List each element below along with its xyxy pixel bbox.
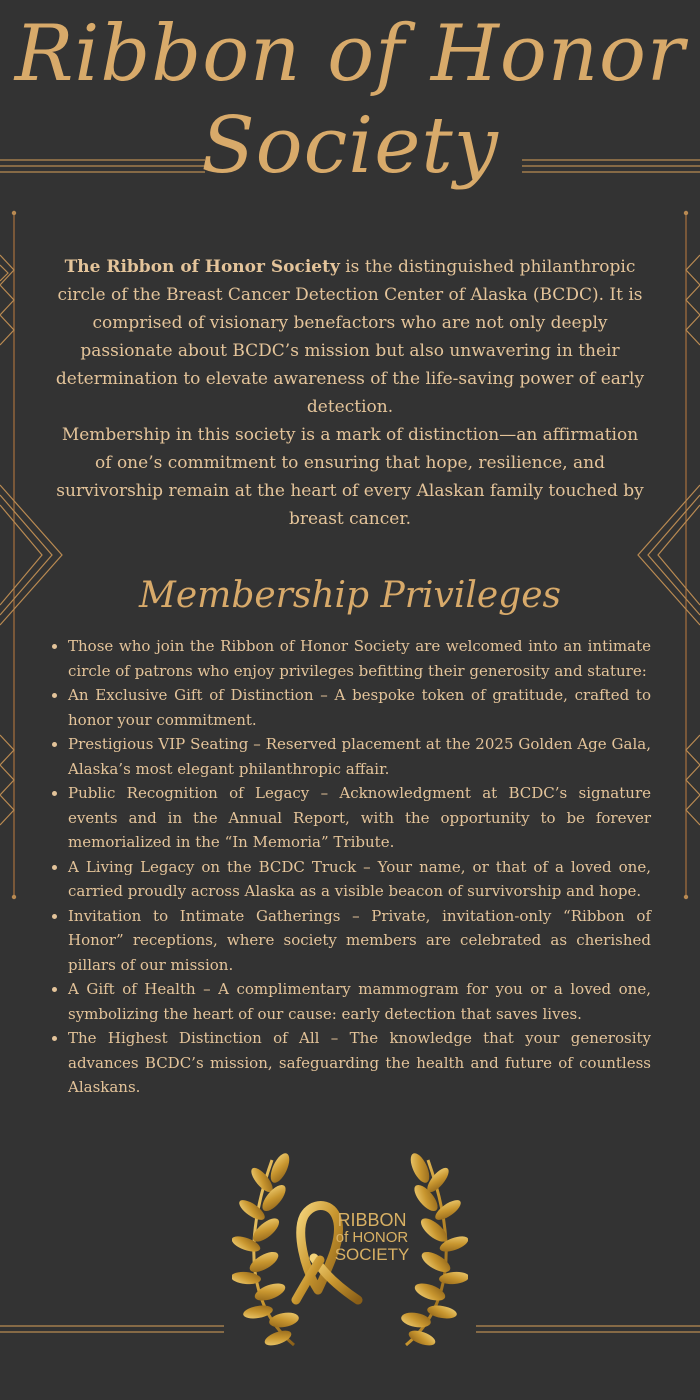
privileges-heading: Membership Privileges	[139, 575, 561, 616]
logo-wordmark	[326, 1211, 418, 1263]
privileges-list	[48, 634, 651, 1100]
page-title	[0, 8, 700, 192]
list-item: • Invitation to Intimate Gatherings – Private, invitation-only “Ribbon of Honor” receptions, where society members are celebrated as cherished pillars of our mission.	[68, 904, 651, 978]
intro-bold-lead: The Ribbon of Honor Society	[64, 257, 340, 277]
title-line-1: Ribbon of Honor	[14, 9, 686, 99]
list-item: • Prestigious VIP Seating – Reserved placement at the 2025 Golden Age Gala, Alaska’s most elegant philanthropic affair.	[68, 732, 651, 781]
list-item: • Those who join the Ribbon of Honor Society are welcomed into an intimate circle of patrons who enjoy privileges befitting their generosity and stature:	[68, 634, 651, 683]
logo-line-3: SOCIETY	[334, 1244, 410, 1264]
intro-paragraph-1	[52, 253, 648, 421]
logo-line-1: RIBBON	[337, 1210, 407, 1230]
logo-line-2: of HONOR	[335, 1228, 409, 1246]
intro-paragraph-2: Membership in this society is a mark of distinction—an affirmation of one’s commitment to ensuring that hope, resilience, and survivorship remain at the heart of every Alaskan family touched by breast cancer.	[56, 425, 644, 529]
list-item: • Public Recognition of Legacy – Acknowledgment at BCDC’s signature events and in the Annual Report, with the opportunity to be forever memorialized in the “In Memoria” Tribute.	[68, 781, 651, 855]
list-item: • The Highest Distinction of All – The knowledge that your generosity advances BCDC’s mission, safeguarding the health and future of countless Alaskans.	[68, 1026, 651, 1100]
society-logo	[232, 1140, 468, 1355]
intro-text	[52, 253, 648, 533]
list-item: • A Gift of Health – A complimentary mammogram for you or a loved one, symbolizing the heart of our cause: early detection that saves lives.	[68, 977, 651, 1026]
list-item: • A Living Legacy on the BCDC Truck – Your name, or that of a loved one, carried proudly across Alaska as a visible beacon of survivorship and hope.	[68, 855, 651, 904]
list-item: • An Exclusive Gift of Distinction – A bespoke token of gratitude, crafted to honor your commitment.	[68, 683, 651, 732]
title-line-2: Society	[201, 101, 499, 191]
intro-paragraph-1-rest: is the distinguished philanthropic circle of the Breast Cancer Detection Center of Alaska (BCDC). It is comprised of visionary benefactors who are not only deeply passionate about BCDC’s mission but also unwavering in their determination to elevate awareness of the life-saving power of early detection.	[55, 257, 645, 417]
